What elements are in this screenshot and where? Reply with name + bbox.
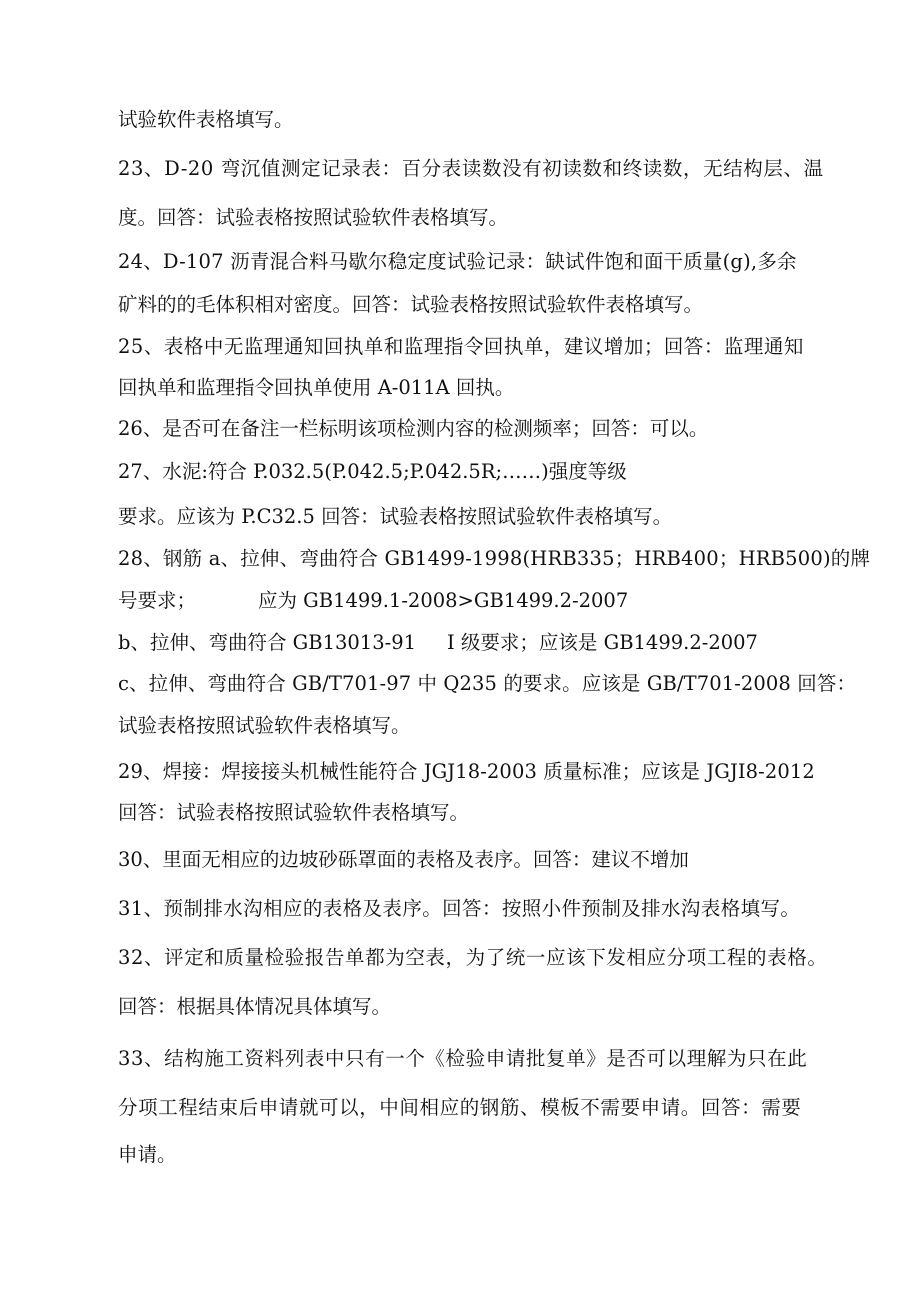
text-line: 24、D-107 沥青混合料马歇尔稳定度试验记录：缺试件饱和面干质量(g),多余	[118, 250, 797, 273]
text-line: 31、预制排水沟相应的表格及表序。回答：按照小件预制及排水沟表格填写。	[118, 897, 801, 920]
text-line: c、拉伸、弯曲符合 GB/T701-97 中 Q235 的要求。应该是 GB/T701-2008 回答：	[118, 672, 857, 695]
text-line: 30、里面无相应的边坡砂砾罩面的表格及表序。回答：建议不增加	[118, 848, 689, 871]
text-line: 回答：试验表格按照试验软件表格填写。	[118, 801, 470, 824]
text-line: 矿料的的毛体积相对密度。回答：试验表格按照试验软件表格填写。	[118, 293, 704, 316]
text-line: 28、钢筋 a、拉伸、弯曲符合 GB1499-1998(HRB335；HRB400；HRB500)的牌	[118, 547, 871, 570]
text-line: 25、表格中无监理通知回执单和监理指令回执单，建议增加；回答：监理通知	[118, 335, 804, 358]
text-line: 申请。	[118, 1143, 177, 1166]
text-line: 试验软件表格填写。	[118, 108, 294, 131]
text-line: 回执单和监理指令回执单使用 A-011A 回执。	[118, 376, 515, 399]
text-line: 分项工程结束后申请就可以，中间相应的钢筋、模板不需要申请。回答：需要	[118, 1096, 802, 1119]
text-line: 26、是否可在备注一栏标明该项检测内容的检测频率；回答：可以。	[118, 417, 709, 440]
text-line: 23、D-20 弯沉值测定记录表：百分表读数没有初读数和终读数，无结构层、温	[118, 157, 824, 180]
text-line: 29、焊接：焊接接头机械性能符合 JGJ18-2003 质量标准；应该是 JGJI8-2012	[118, 760, 815, 783]
text-line: 试验表格按照试验软件表格填写。	[118, 714, 411, 737]
text-line: 回答：根据具体情况具体填写。	[118, 995, 392, 1018]
text-line: 要求。应该为 P.C32.5 回答：试验表格按照试验软件表格填写。	[118, 505, 673, 528]
text-line: 度。回答：试验表格按照试验软件表格填写。	[118, 206, 509, 229]
text-line: 27、水泥:符合 P.032.5(P.042.5;P.042.5R;……)强度等级	[118, 460, 627, 483]
text-line: 号要求； 应为 GB1499.1-2008>GB1499.2-2007	[118, 589, 629, 612]
text-line: b、拉伸、弯曲符合 GB13013-91 I 级要求；应该是 GB1499.2-2007	[118, 631, 758, 654]
text-line: 33、结构施工资料列表中只有一个《检验申请批复单》是否可以理解为只在此	[118, 1047, 808, 1070]
text-line: 32、评定和质量检验报告单都为空表，为了统一应该下发相应分项工程的表格。	[118, 946, 828, 969]
